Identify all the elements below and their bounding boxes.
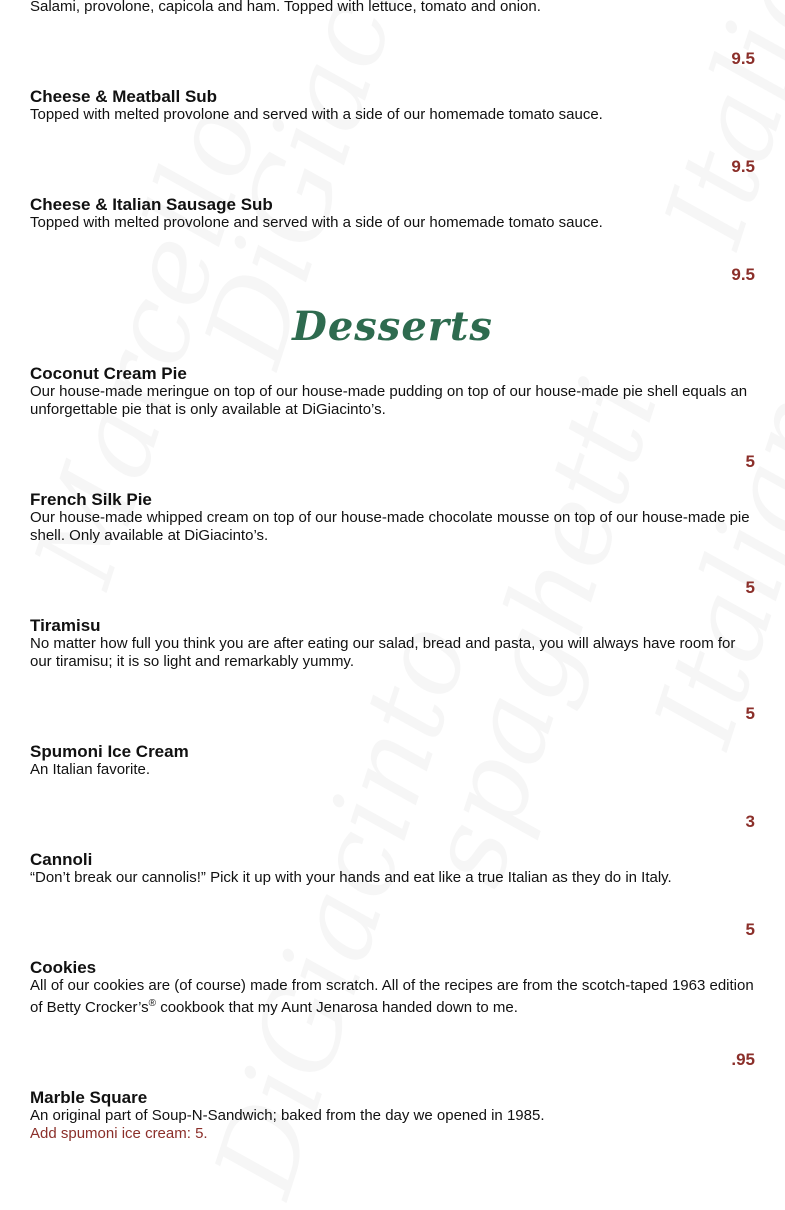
item-description-part: All of our cookies are (of course) made from scratch. All of the recipes are from the scotch-taped 1963 edition of Betty Crocker’s bbox=[30, 977, 754, 1016]
registered-mark: ® bbox=[148, 998, 157, 1009]
item-name: Cheese & Meatball Sub bbox=[30, 87, 218, 106]
item-price: 5 bbox=[745, 704, 755, 723]
item-name: Coconut Cream Pie bbox=[30, 364, 187, 383]
item-price: 3 bbox=[745, 812, 755, 831]
item-description: Our house-made meringue on top of our house-made pudding on top of our house-made pie shell equals an unforgettable pie that is only available at DiGiacinto’s. bbox=[30, 383, 748, 418]
item-name: Tiramisu bbox=[30, 616, 101, 635]
item-name: Marble Square bbox=[30, 1088, 148, 1107]
item-description: “Don’t break our cannolis!” Pick it up with your hands and eat like a true Italian as they do in Italy. bbox=[30, 869, 672, 886]
menu-item-spumoni-ice-cream bbox=[30, 742, 755, 779]
item-price: 9.5 bbox=[731, 49, 755, 68]
section-title-desserts: Desserts bbox=[292, 303, 493, 350]
item-price: 5 bbox=[745, 578, 755, 597]
item-description bbox=[30, 975, 755, 1019]
item-price: 5 bbox=[745, 452, 755, 471]
menu-item-french-silk-pie bbox=[30, 490, 755, 545]
menu-item-cookies bbox=[30, 958, 755, 1019]
item-description: Topped with melted provolone and served with a side of our homemade tomato sauce. bbox=[30, 106, 603, 123]
watermark-text bbox=[630, 378, 785, 760]
item-description: Our house-made whipped cream on top of our house-made chocolate mousse on top of our house-made pie shell. Only available at DiGiacinto’s. bbox=[30, 509, 750, 544]
item-description: An original part of Soup-N-Sandwich; baked from the day we opened in 1985. bbox=[30, 1107, 545, 1124]
menu-item-tiramisu bbox=[30, 616, 755, 671]
item-description: Salami, provolone, capicola and ham. Topped with lettuce, tomato and onion. bbox=[30, 0, 541, 15]
item-price: 5 bbox=[745, 920, 755, 939]
item-name: French Silk Pie bbox=[30, 490, 152, 509]
menu-item-fragment bbox=[30, 0, 755, 16]
item-name: Cannoli bbox=[30, 850, 93, 869]
menu-item-coconut-cream-pie bbox=[30, 364, 755, 419]
item-name: Spumoni Ice Cream bbox=[30, 742, 189, 761]
menu-item-meatball-sub bbox=[30, 87, 755, 124]
item-addon-note: Add spumoni ice cream: 5. bbox=[30, 1125, 208, 1142]
item-description-part: cookbook that my Aunt Jenarosa handed down to me. bbox=[156, 999, 518, 1016]
menu-item-cannoli bbox=[30, 850, 755, 887]
item-name: Cookies bbox=[30, 958, 97, 977]
menu-item-sausage-sub bbox=[30, 195, 755, 232]
item-price: .95 bbox=[731, 1050, 755, 1069]
menu-item-marble-square bbox=[30, 1088, 755, 1143]
item-price: 9.5 bbox=[731, 157, 755, 176]
item-price: 9.5 bbox=[731, 265, 755, 284]
item-description: Topped with melted provolone and served with a side of our homemade tomato sauce. bbox=[30, 214, 603, 231]
item-description: An Italian favorite. bbox=[30, 761, 151, 778]
item-description: No matter how full you think you are after eating our salad, bread and pasta, you will always have room for our tiramisu; it is so light and remarkably yummy. bbox=[30, 635, 736, 670]
item-name: Cheese & Italian Sausage Sub bbox=[30, 195, 273, 214]
